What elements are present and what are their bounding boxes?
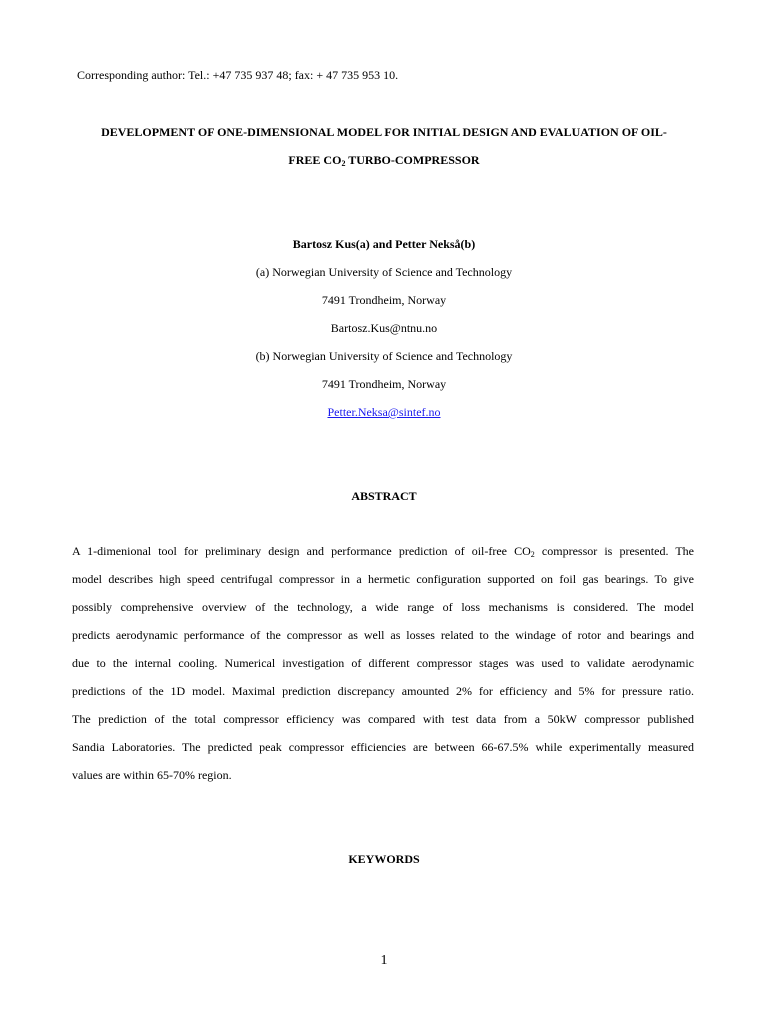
abstract-line: Sandia Laboratories. The predicted peak compressor efficiencies are between 66-67.5% while experimentally measured [72,740,694,754]
address-a: 7491 Trondheim, Norway [321,293,447,307]
address-b: 7491 Trondheim, Norway [321,377,447,391]
abstract-heading: ABSTRACT [351,489,417,503]
abstract-line: values are within 65-70% region. [72,768,232,782]
abstract-line: A 1-dimenional tool for preliminary design and performance prediction of oil-free $CO_2$ compressor is presented. The [72,544,694,559]
email-b-wrapper [0,405,768,419]
title-line-2: FREE $CO_2$ TURBO-COMPRESSOR [288,153,480,168]
abstract-line: possibly comprehensive overview of the technology, a wide range of loss mechanisms is considered. The model [72,600,694,614]
title-line-1: DEVELOPMENT OF ONE-DIMENSIONAL MODEL FOR INITIAL DESIGN AND EVALUATION OF OIL- [101,125,667,139]
email-a: Bartosz.Kus@ntnu.no [330,321,438,335]
page-number: 1 [380,953,388,968]
keywords-heading: KEYWORDS [348,852,420,866]
email-b-link[interactable]: Petter.Neksa@sintef.no [327,405,441,419]
abstract-line: due to the internal cooling. Numerical investigation of different compressor stages was used to validate aerodynamic [72,656,694,670]
affiliation-b: (b) Norwegian University of Science and Technology [255,349,513,363]
corresponding-author: Corresponding author: Tel.: +47 735 937 48; fax: + 47 735 953 10. [77,68,399,82]
author-names: Bartosz Kus(a) and Petter Nekså(b) [292,237,476,251]
affiliation-a: (a) Norwegian University of Science and Technology [255,265,513,279]
abstract-body [72,544,694,796]
abstract-line: predicts aerodynamic performance of the compressor as well as losses related to the windage of rotor and bearings and [72,628,694,642]
abstract-line: The prediction of the total compressor efficiency was compared with test data from a 50kW compressor published [72,712,694,726]
abstract-line: model describes high speed centrifugal compressor in a hermetic configuration supported on foil gas bearings. To give [72,572,694,586]
abstract-line: predictions of the 1D model. Maximal prediction discrepancy amounted 2% for efficiency and 5% for pressure ratio. [72,684,694,698]
